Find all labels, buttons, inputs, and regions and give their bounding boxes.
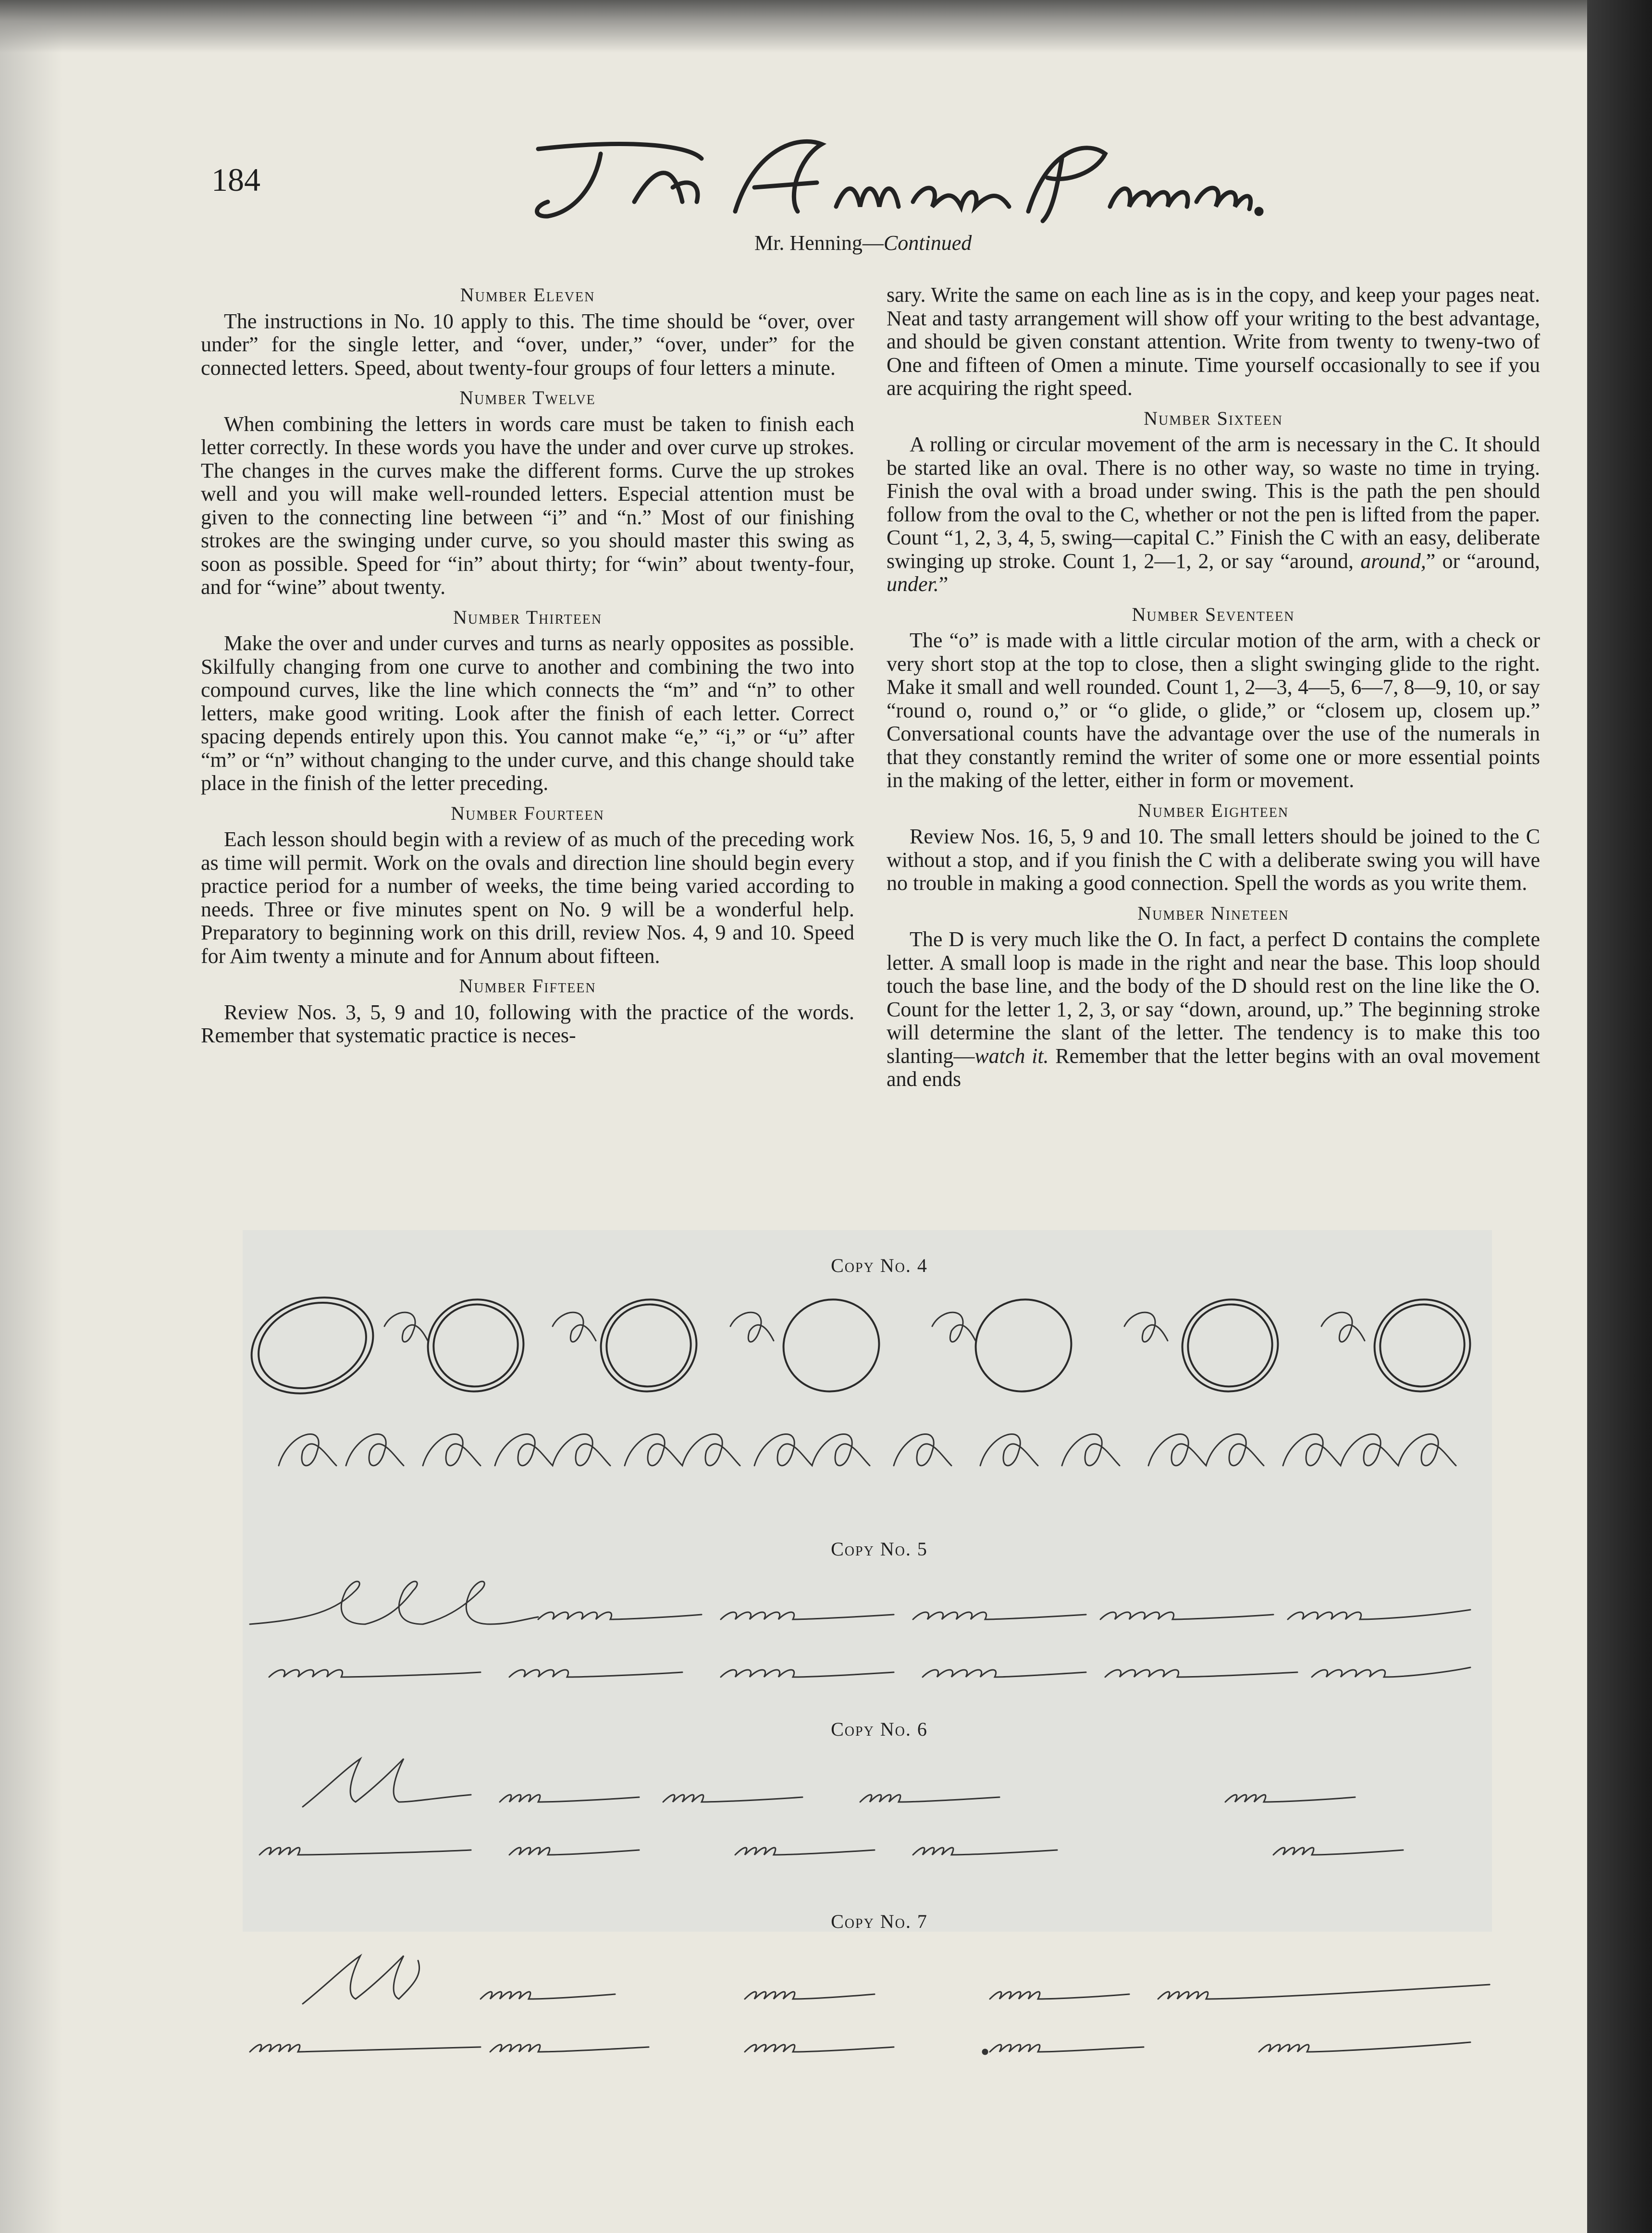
section-heading-thirteen: Number Thirteen [453,606,603,628]
running-head [754,231,972,255]
section-text-eighteen: Review Nos. 16, 5, 9 and 10. The small letters should be joined to the C without a stop, and if you finish the C with a deliberate swing you will have no trouble in making a good connection. Spell the words as you write them. [887,825,1540,895]
running-head-continued: Continued [883,231,972,255]
running-head-name: Mr. Henning— [754,231,884,255]
section-heading-fourteen: Number Fourteen [451,802,604,824]
section-text-fifteen-continued: sary. Write the same on each line as is in the copy, and keep your pages neat. Neat and tasty arrangement will show off your writing to the best advantage, and should be given constant attention. Write from twenty to tweny-two of One and fifteen of Omen a minute. Time yourself occasionally to see if you are acquiring the right speed. [887,283,1540,400]
masthead-logo [529,130,1269,231]
right-column [887,284,1540,1091]
section-heading-eleven: Number Eleven [460,284,595,306]
section-text-fourteen: Each lesson should begin with a review of as much of the preceding work as time will permit. Work on the ovals and direction line should begin every practice period for a number of weeks, the time being varied according to needs. Three or five minutes spent on No. 9 will be a wonderful help. Preparatory to beginning work on this drill, review Nos. 4, 9 and 10. Speed for Aim twenty a minute and for Annum about fifteen. [201,827,854,968]
section-text-sixteen: A rolling or circular movement of the arm is necessary in the C. It should be started like an oval. There is no other way, so waste no time in trying. Finish the oval with a broad under swing. This is the path the pen should follow from the oval to the C, whether or not the pen is lifted from the paper. Count “1, 2, 3, 4, 5, swing—capital C.” Finish the C with an easy, deliberate swinging up stroke. Count 1, 2—1, 2, or say “around, around,” or “around, under.” [887,432,1540,596]
section-heading-twelve: Number Twelve [459,387,596,408]
section-text-thirteen: Make the over and under curves and turns as nearly opposites as possible. Skilfully changing from one curve to another and combining the two into compound curves, like the line which connects the “m” and “n” to other letters, make good writing. Look after the finish of each letter. Correct spacing depends entirely upon this. You cannot make “e,” “i,” or “u” after “m” or “n” without changing to the under curve, and this change should take place in the finish of the letter preceding. [201,631,854,795]
section-text-eleven: The instructions in No. 10 apply to this. The time should be “over, over under” for the single letter, and “over, under,” “over, under” for the connected letters. Speed, about twenty-four groups of four letters a minute. [201,309,854,380]
section-text-twelve: When combining the letters in words care must be taken to finish each letter correctly. In these words you have the under and over curve up strokes. The changes in the curves make the different forms. Curve the up strokes well and you will make well-rounded letters. Especial attention must be given to the connecting line between “i” and “n.” Most of our finishing strokes are the swinging under curve, so you should master this swing as soon as possible. Speed for “in” about thirty; for “win” about twenty-four, and for “wine” about twenty. [201,412,854,599]
copy-6-row-1 [240,1749,1499,1816]
copy-5-row-1 [240,1571,1499,1634]
copy-5-row-2 [240,1643,1499,1691]
page-left-shadow [0,0,62,2233]
copy-7-row-1 [240,1946,1499,2013]
copy-7-row-2 [240,2018,1499,2066]
copy-4-ovals-row [240,1288,1499,1403]
copy-label-7: Copy No. 7 [831,1911,928,1932]
copy-4-letter-a-row [269,1413,1499,1480]
copy-label-6: Copy No. 6 [831,1718,928,1740]
page-number: 184 [211,161,260,198]
left-column [201,284,854,1048]
section-heading-nineteen: Number Nineteen [1137,902,1289,924]
copy-label-4: Copy No. 4 [831,1255,928,1276]
page-top-shadow [0,0,1587,53]
section-heading-sixteen: Number Sixteen [1144,407,1283,429]
section-text-nineteen: The D is very much like the O. In fact, a perfect D contains the complete letter. A small loop is made in the right and near the base. This loop should touch the base line, and the body of the D should rest on the line like the O. Count for the letter 1, 2, 3, or say “down, around, up.” The beginning stroke will determine the slant of the letter. The tendency is to make this too slanting—watch it. Remember that the letter begins with an oval movement and ends [887,927,1540,1091]
binding-edge [1587,0,1652,2233]
section-text-seventeen: The “o” is made with a little circular motion of the arm, with a check or very short stop at the top to close, then a slight swinging glide to the right. Make it small and well rounded. Count 1, 2—3, 4—5, 6—7, 8—9, 10, or say “round o, round o,” or “o glide, o glide,” or “closem up, closem up.” Conversational counts have the advantage over the use of the numerals in that they constantly remind the writer of some one or more essential points in the making of the letter, either in form or movement. [887,629,1540,792]
section-heading-eighteen: Number Eighteen [1137,799,1289,821]
section-text-fifteen: Review Nos. 3, 5, 9 and 10, following with the practice of the words. Remember that systematic practice is neces- [201,1000,854,1047]
section-heading-seventeen: Number Seventeen [1132,603,1295,625]
section-heading-fifteen: Number Fifteen [459,975,596,997]
copy-6-row-2 [240,1821,1499,1869]
copy-label-5: Copy No. 5 [831,1538,928,1560]
